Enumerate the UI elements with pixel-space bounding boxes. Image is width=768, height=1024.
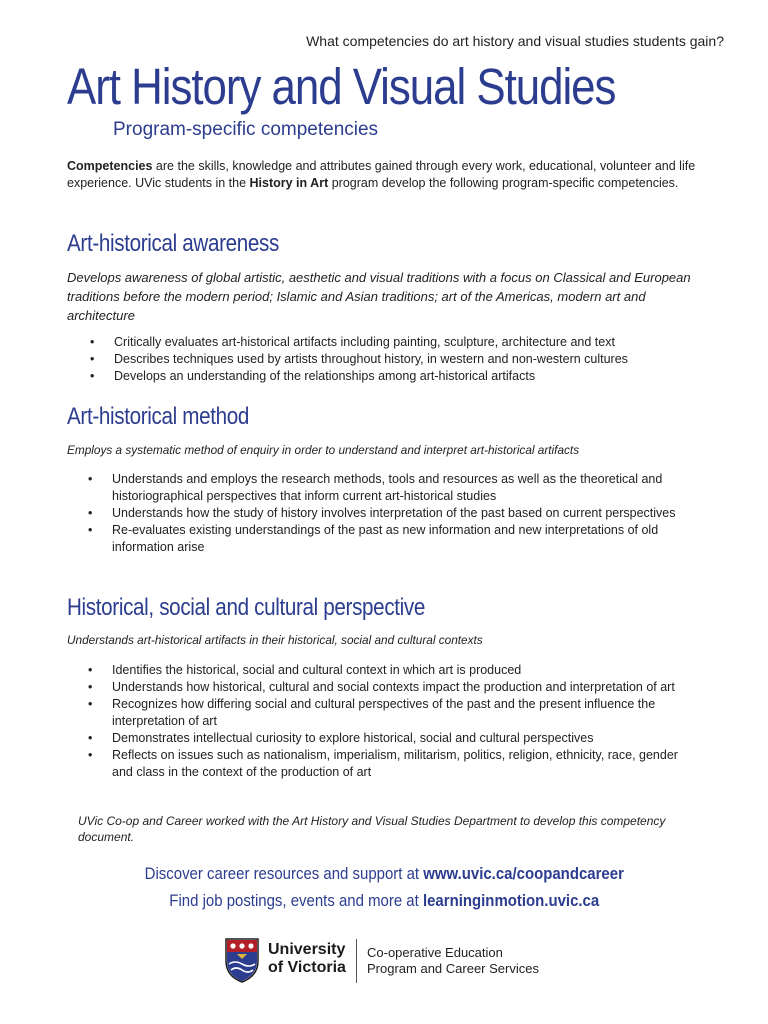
footnote: UVic Co-op and Career worked with the Art History and Visual Studies Department to develop this competency document. [78, 814, 666, 844]
bullet-icon: • [88, 506, 93, 520]
list-item: • Develops an understanding of the relationships among art-historical artifacts [90, 369, 536, 383]
section-heading-method: Art-historical method [67, 403, 250, 430]
logo-divider [356, 939, 357, 983]
uvic-crest-icon [224, 937, 260, 983]
bullet-icon: • [90, 369, 95, 383]
section-heading-awareness: Art-historical awareness [67, 230, 279, 257]
cta-job-postings [0, 891, 768, 911]
list-item: • Critically evaluates art-historical artifacts including painting, sculpture, architecture and text [90, 335, 615, 349]
list-item: • Demonstrates intellectual curiosity to explore historical, social and cultural perspectives [88, 731, 594, 745]
list-item: • Recognizes how differing social and cultural perspectives of the past and the present influence the interpretation of art [88, 697, 656, 728]
section-lead-awareness: Develops awareness of global artistic, aesthetic and visual traditions with a focus on Classical and European traditions before the modern period; Islamic and Asian traditions; art of the Americas, modern art and architecture [67, 270, 691, 323]
bullet-list-perspective [88, 662, 698, 781]
list-item: • Understands and employs the research methods, tools and resources as well as the theoretical and historiographical perspectives that inform current art-historical studies [88, 472, 663, 503]
bullet-icon: • [88, 731, 93, 745]
university-name: University of Victoria [268, 941, 346, 976]
list-item: • Re-evaluates existing understandings of the past as new information and new interpretations of old information arise [88, 523, 659, 554]
coopandcareer-link[interactable]: www.uvic.ca/coopandcareer [422, 864, 624, 883]
intro-text-2: program develop the following program-specific competencies. [328, 176, 679, 190]
list-item: • Reflects on issues such as nationalism, imperialism, militarism, politics, religion, ethnicity, race, gender and class in the context of the production of art [88, 748, 678, 779]
cta-line2-text: Find job postings, events and more at [169, 891, 423, 910]
bullet-icon: • [88, 748, 93, 762]
cta-line1-text: Discover career resources and support at [144, 864, 423, 883]
page-title: Art History and Visual Studies [67, 58, 616, 115]
section-heading-perspective: Historical, social and cultural perspective [67, 594, 426, 621]
section-lead-method: Employs a systematic method of enquiry in order to understand and interpret art-historical artifacts [67, 443, 580, 457]
bullet-icon: • [88, 663, 93, 677]
bullet-list-awareness [90, 334, 710, 385]
cta-career-resources [0, 864, 768, 884]
intro-program: History in Art [249, 176, 329, 190]
intro-paragraph [67, 158, 697, 192]
bullet-icon: • [88, 472, 93, 486]
bullet-list-method [88, 471, 698, 556]
section-lead-perspective: Understands art-historical artifacts in their historical, social and cultural contexts [67, 633, 483, 647]
list-item: • Describes techniques used by artists throughout history, in western and non-western cultures [90, 352, 628, 366]
intro-text-1: are the skills, knowledge and attributes gained through every work, educational, volunteer and life experience. UVic students in the [67, 159, 696, 190]
list-item: • Understands how the study of history involves interpretation of the past based on current perspectives [88, 506, 676, 520]
bullet-icon: • [88, 680, 93, 694]
bullet-icon: • [90, 352, 95, 366]
page-subtitle: Program-specific competencies [113, 119, 379, 140]
header-question: What competencies do art history and visual studies students gain? [306, 33, 724, 49]
list-item: • Identifies the historical, social and cultural context in which art is produced [88, 663, 522, 677]
bullet-icon: • [88, 523, 93, 537]
list-item: • Understands how historical, cultural and social contexts impact the production and interpretation of art [88, 680, 675, 694]
bullet-icon: • [88, 697, 93, 711]
uvic-logo [224, 937, 564, 985]
intro-term: Competencies [67, 159, 153, 173]
department-name: Co-operative Education Program and Career Services [367, 945, 539, 976]
bullet-icon: • [90, 335, 95, 349]
learninginmotion-link[interactable]: learninginmotion.uvic.ca [422, 891, 599, 910]
